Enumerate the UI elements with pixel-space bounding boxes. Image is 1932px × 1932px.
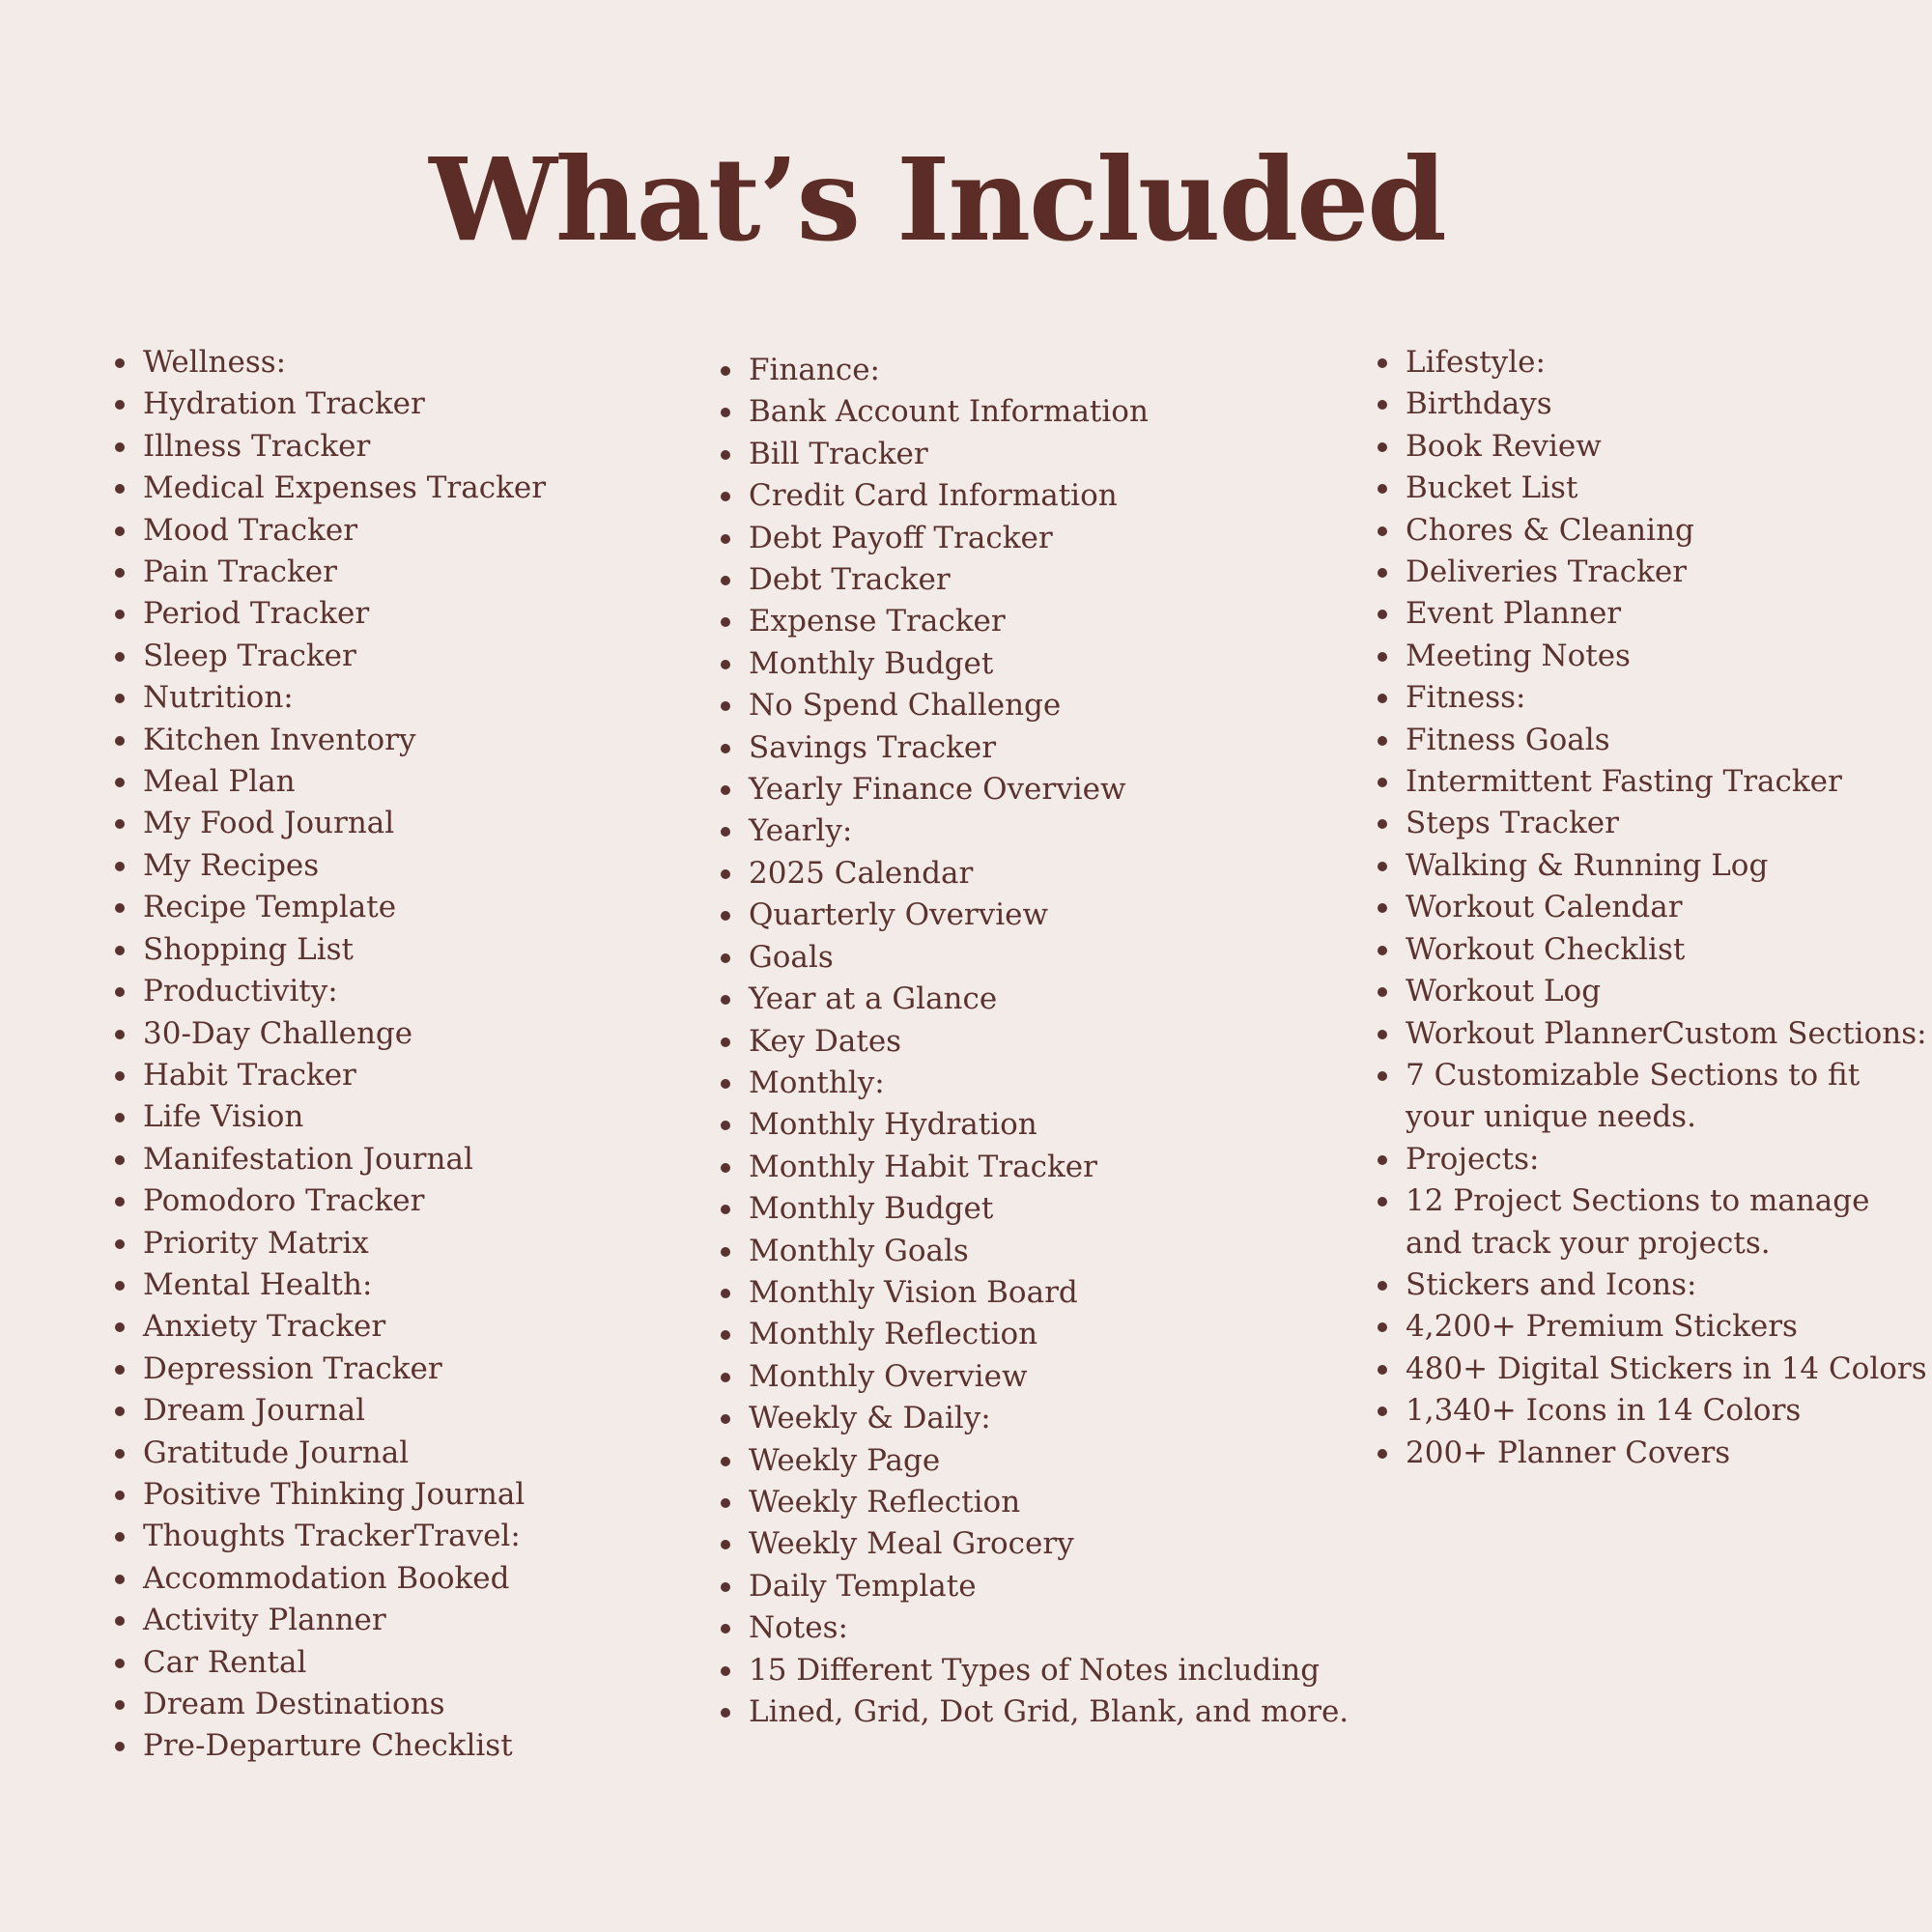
list-item: Meeting Notes bbox=[1375, 636, 1916, 677]
list-item: Yearly Finance Overview bbox=[718, 769, 1317, 810]
list-item: Illness Tracker bbox=[112, 426, 692, 468]
list-item: Shopping List bbox=[112, 929, 692, 971]
list-item: Savings Tracker bbox=[718, 727, 1317, 769]
list-item: Monthly Budget bbox=[718, 643, 1317, 685]
list-item: Weekly Meal Grocery bbox=[718, 1523, 1317, 1565]
list-item: Expense Tracker bbox=[718, 601, 1317, 642]
list-item: Activity Planner bbox=[112, 1600, 692, 1641]
list-item: Bill Tracker bbox=[718, 434, 1317, 475]
list-item: Car Rental bbox=[112, 1642, 692, 1684]
list-item: Weekly Page bbox=[718, 1440, 1317, 1482]
list-item: Nutrition: bbox=[112, 677, 692, 719]
list-item: Stickers and Icons: bbox=[1375, 1264, 1916, 1306]
list-item: Notes: bbox=[718, 1607, 1317, 1649]
list-item: Kitchen Inventory bbox=[112, 720, 692, 761]
list-item: Birthdays bbox=[1375, 384, 1916, 425]
list-item: 7 Customizable Sections to fit your unique needs. bbox=[1375, 1055, 1916, 1139]
list-item: Fitness: bbox=[1375, 677, 1916, 719]
list-item: Monthly Goals bbox=[718, 1231, 1317, 1272]
list-item: Book Review bbox=[1375, 426, 1916, 468]
list-item: Anxiety Tracker bbox=[112, 1306, 692, 1348]
list-item: Yearly: bbox=[718, 810, 1317, 852]
list-item: Recipe Template bbox=[112, 887, 692, 928]
list-item: Quarterly Overview bbox=[718, 895, 1317, 936]
list-item: Monthly Reflection bbox=[718, 1314, 1317, 1355]
list-item: Dream Destinations bbox=[112, 1684, 692, 1725]
list-item: Habit Tracker bbox=[112, 1055, 692, 1096]
list-item: 480+ Digital Stickers in 14 Colors bbox=[1375, 1349, 1916, 1390]
list-item: Weekly Reflection bbox=[718, 1482, 1317, 1523]
list-item: Bank Account Information bbox=[718, 391, 1317, 433]
list-item: 30-Day Challenge bbox=[112, 1013, 692, 1055]
list-item: Monthly: bbox=[718, 1063, 1317, 1104]
list-item: Bucket List bbox=[1375, 468, 1916, 509]
list-item: Productivity: bbox=[112, 971, 692, 1012]
page-title: What’s Included bbox=[429, 132, 1445, 267]
list-item: Workout PlannerCustom Sections: bbox=[1375, 1013, 1916, 1055]
list-item: No Spend Challenge bbox=[718, 685, 1317, 726]
lifestyle-column-list bbox=[1375, 342, 1927, 1474]
wellness-column-list bbox=[112, 342, 692, 1768]
list-item: Positive Thinking Journal bbox=[112, 1474, 692, 1516]
list-item: Manifestation Journal bbox=[112, 1139, 692, 1180]
list-item: Chores & Cleaning bbox=[1375, 510, 1916, 552]
list-item: Sleep Tracker bbox=[112, 636, 692, 677]
list-item: Pre-Departure Checklist bbox=[112, 1725, 692, 1767]
list-item: Wellness: bbox=[112, 342, 692, 384]
list-item: Mental Health: bbox=[112, 1264, 692, 1306]
list-item: Hydration Tracker bbox=[112, 384, 692, 425]
list-item: Thoughts TrackerTravel: bbox=[112, 1516, 692, 1557]
list-item: Mood Tracker bbox=[112, 510, 692, 552]
list-item: Daily Template bbox=[718, 1566, 1317, 1607]
list-item: Credit Card Information bbox=[718, 475, 1317, 517]
list-item: Period Tracker bbox=[112, 593, 692, 635]
list-item: Projects: bbox=[1375, 1139, 1916, 1180]
list-item: Walking & Running Log bbox=[1375, 845, 1916, 887]
list-item: Intermittent Fasting Tracker bbox=[1375, 761, 1916, 803]
list-item: Medical Expenses Tracker bbox=[112, 468, 692, 509]
list-item: Goals bbox=[718, 937, 1317, 979]
list-item: Finance: bbox=[718, 350, 1317, 391]
list-item: Lifestyle: bbox=[1375, 342, 1916, 384]
list-item: Pain Tracker bbox=[112, 552, 692, 593]
list-item: Monthly Overview bbox=[718, 1356, 1317, 1398]
list-item: Priority Matrix bbox=[112, 1223, 692, 1264]
list-item: Accommodation Booked bbox=[112, 1558, 692, 1600]
list-item: Gratitude Journal bbox=[112, 1433, 692, 1474]
list-item: Deliveries Tracker bbox=[1375, 552, 1916, 593]
list-item: Life Vision bbox=[112, 1096, 692, 1138]
list-item: Monthly Hydration bbox=[718, 1104, 1317, 1146]
list-item: Monthly Budget bbox=[718, 1188, 1317, 1230]
list-item: 200+ Planner Covers bbox=[1375, 1433, 1916, 1474]
list-item: Workout Log bbox=[1375, 971, 1916, 1012]
list-item: Dream Journal bbox=[112, 1390, 692, 1432]
list-item: 12 Project Sections to manage and track your projects. bbox=[1375, 1180, 1916, 1264]
list-item: 15 Different Types of Notes including bbox=[718, 1650, 1317, 1691]
list-item: Weekly & Daily: bbox=[718, 1398, 1317, 1439]
list-item: Year at a Glance bbox=[718, 979, 1317, 1020]
list-item: Depression Tracker bbox=[112, 1349, 692, 1390]
list-item: Key Dates bbox=[718, 1021, 1317, 1063]
list-item: Debt Payoff Tracker bbox=[718, 518, 1317, 559]
list-item: Pomodoro Tracker bbox=[112, 1180, 692, 1222]
list-item: Meal Plan bbox=[112, 761, 692, 803]
list-item: 2025 Calendar bbox=[718, 853, 1317, 895]
list-item: Event Planner bbox=[1375, 593, 1916, 635]
list-item: Monthly Vision Board bbox=[718, 1272, 1317, 1314]
list-item: Fitness Goals bbox=[1375, 720, 1916, 761]
list-item: Workout Calendar bbox=[1375, 887, 1916, 928]
list-item: 1,340+ Icons in 14 Colors bbox=[1375, 1390, 1916, 1432]
list-item: Steps Tracker bbox=[1375, 803, 1916, 844]
finance-column-list bbox=[718, 350, 1350, 1733]
list-item: 4,200+ Premium Stickers bbox=[1375, 1306, 1916, 1348]
list-item: Lined, Grid, Dot Grid, Blank, and more. bbox=[718, 1691, 1317, 1733]
list-item: My Food Journal bbox=[112, 803, 692, 844]
list-item: Debt Tracker bbox=[718, 559, 1317, 601]
list-item: My Recipes bbox=[112, 845, 692, 887]
list-item: Workout Checklist bbox=[1375, 929, 1916, 971]
list-item: Monthly Habit Tracker bbox=[718, 1147, 1317, 1188]
